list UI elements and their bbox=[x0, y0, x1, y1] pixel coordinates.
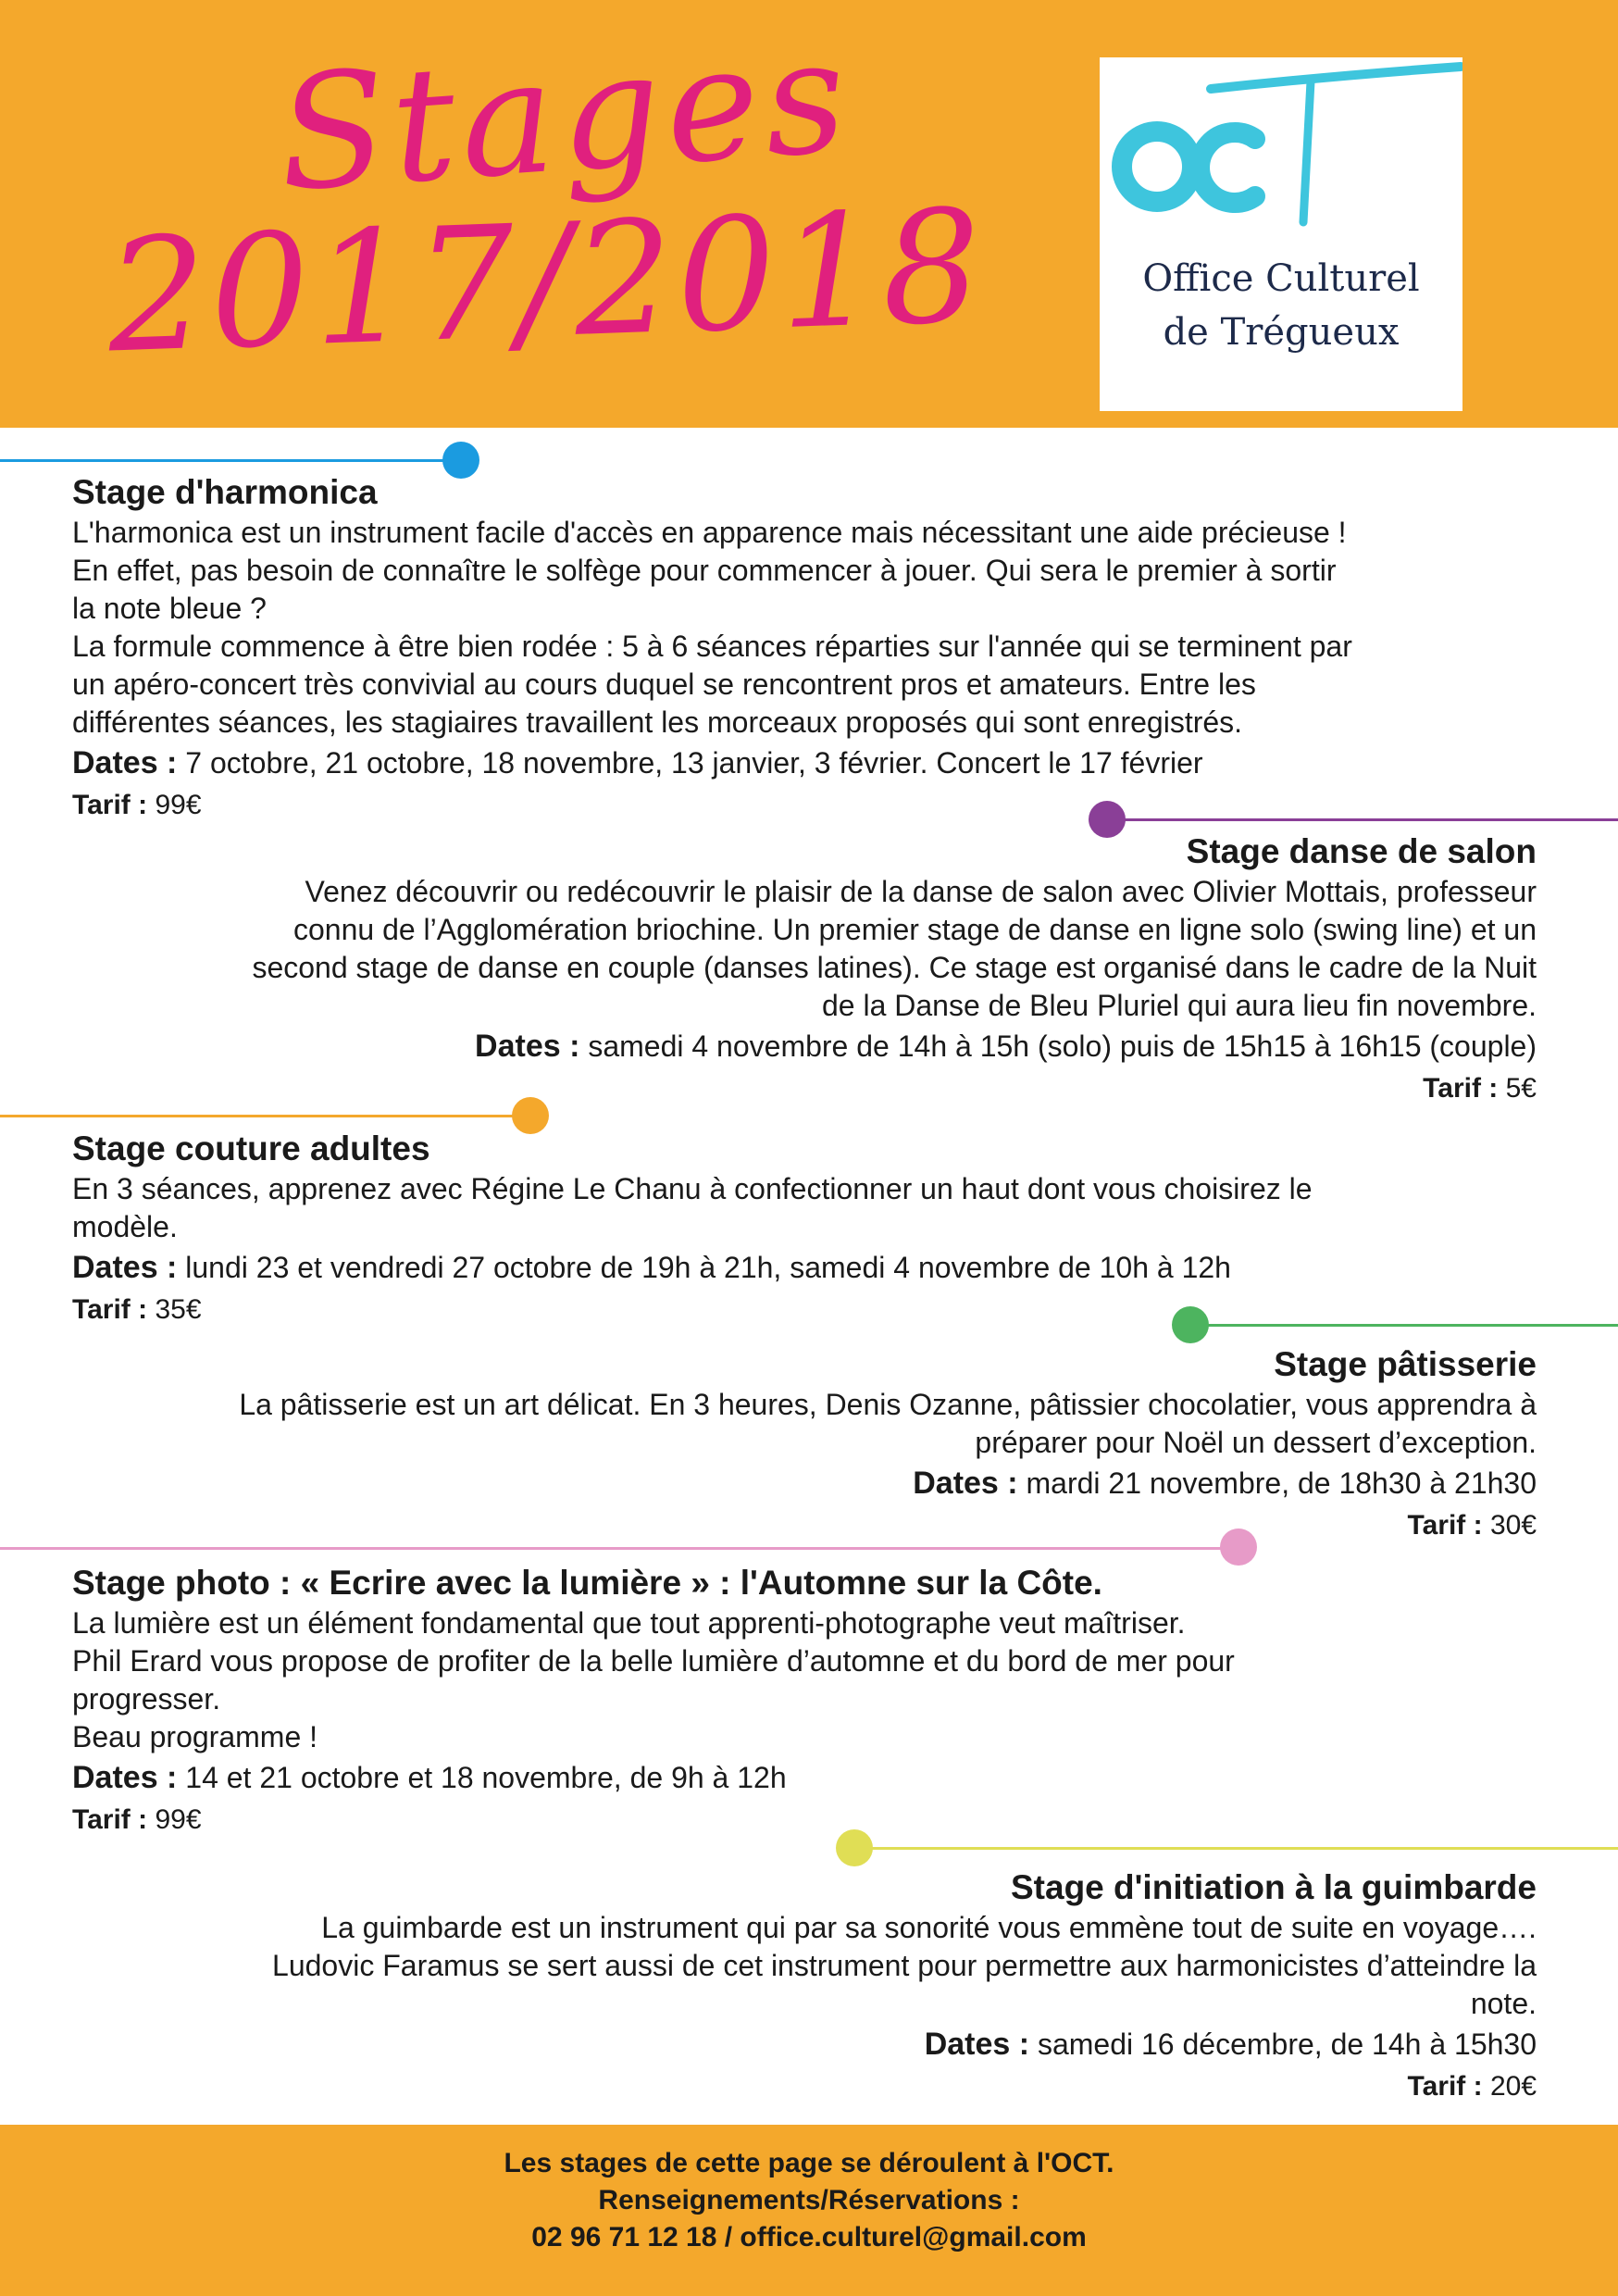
dates-label: Dates : bbox=[913, 1466, 1018, 1501]
section-text-line: connu de l’Agglomération briochine. Un premier stage de danse en ligne solo (swing line) et un bbox=[292, 913, 1537, 946]
header-banner bbox=[0, 0, 1618, 428]
section-harmonica bbox=[72, 471, 1537, 827]
dates-row bbox=[72, 1756, 1537, 1799]
tarif-value: 99€ bbox=[147, 1804, 202, 1835]
dates-label: Dates : bbox=[72, 745, 178, 780]
tarif-row bbox=[72, 1799, 1537, 1841]
tarif-label: Tarif : bbox=[72, 790, 148, 820]
dates-value: mardi 21 novembre, de 18h30 à 21h30 bbox=[1017, 1466, 1537, 1500]
dates-row bbox=[72, 1025, 1537, 1067]
section-text-line: La formule commence à être bien rodée : 5 à 6 séances réparties sur l'année qui se terminent par bbox=[72, 630, 1352, 663]
dates-value: 7 octobre, 21 octobre, 18 novembre, 13 janvier, 3 février. Concert le 17 février bbox=[177, 746, 1203, 780]
tarif-row bbox=[72, 1504, 1537, 1547]
tarif-value: 99€ bbox=[147, 790, 202, 820]
tarif-label: Tarif : bbox=[1423, 1073, 1499, 1104]
dates-row bbox=[72, 742, 1537, 784]
oct-logo bbox=[1100, 57, 1462, 411]
dates-value: samedi 16 décembre, de 14h à 15h30 bbox=[1029, 2028, 1537, 2061]
section-text-line: La pâtisserie est un art délicat. En 3 heures, Denis Ozanne, pâtissier chocolatier, vous apprendra à bbox=[239, 1388, 1537, 1421]
footer-info-label: Renseignements/Réservations : bbox=[598, 2185, 1020, 2215]
section-text-line: de la Danse de Bleu Pluriel qui aura lieu fin novembre. bbox=[821, 989, 1537, 1022]
section-text-line: Phil Erard vous propose de profiter de la belle lumière d’automne et du bord de mer pour bbox=[72, 1644, 1235, 1678]
section-title: Stage pâtisserie bbox=[1274, 1345, 1537, 1383]
oct-logo-mark bbox=[1100, 57, 1462, 411]
dates-row bbox=[72, 2023, 1537, 2065]
section-danse-de-salon bbox=[72, 830, 1537, 1110]
section-text-line: Ludovic Faramus se sert aussi de cet instrument pour permettre aux harmonicistes d’atteindre la bbox=[272, 1949, 1537, 1982]
tarif-row bbox=[72, 1067, 1537, 1110]
dates-row bbox=[72, 1246, 1537, 1289]
dates-value: 14 et 21 octobre et 18 novembre, de 9h à 12h bbox=[177, 1761, 787, 1794]
dates-label: Dates : bbox=[72, 1250, 178, 1285]
section-text-line: progresser. bbox=[72, 1682, 221, 1716]
divider-guimbarde bbox=[870, 1847, 1618, 1850]
tarif-value: 35€ bbox=[147, 1294, 202, 1325]
section-title: Stage photo : « Ecrire avec la lumière » : l'Automne sur la Côte. bbox=[72, 1564, 1102, 1602]
section-text-line: note. bbox=[1470, 1987, 1537, 2020]
logo-line-1: Office Culturel bbox=[1142, 257, 1420, 300]
section-text-line: second stage de danse en couple (danses latines). Ce stage est organisé dans le cadre de la Nuit bbox=[252, 951, 1537, 984]
footer-contact: 02 96 71 12 18 / office.culturel@gmail.com bbox=[531, 2222, 1087, 2252]
section-text-line: Beau programme ! bbox=[72, 1720, 318, 1753]
footer-banner bbox=[0, 2125, 1618, 2296]
section-title: Stage d'harmonica bbox=[72, 473, 378, 511]
tarif-row bbox=[72, 2065, 1537, 2108]
tarif-label: Tarif : bbox=[72, 1804, 148, 1835]
title-line-2: 2017/2018 bbox=[105, 175, 988, 388]
tarif-value: 20€ bbox=[1482, 2071, 1537, 2102]
section-guimbarde bbox=[72, 1866, 1537, 2108]
section-text-line: préparer pour Noël un dessert d’exception. bbox=[975, 1426, 1537, 1459]
section-text-line: différentes séances, les stagiaires travaillent les morceaux proposés qui sont enregistrés. bbox=[72, 705, 1243, 739]
divider-harmonica bbox=[0, 459, 444, 462]
dates-label: Dates : bbox=[924, 2027, 1030, 2062]
section-text-line: modèle. bbox=[72, 1210, 178, 1243]
section-text-line: Venez découvrir ou redécouvrir le plaisir de la danse de salon avec Olivier Mottais, professeur bbox=[305, 875, 1537, 908]
dates-value: lundi 23 et vendredi 27 octobre de 19h à 21h, samedi 4 novembre de 10h à 12h bbox=[177, 1251, 1231, 1284]
section-couture bbox=[72, 1128, 1537, 1331]
page-title bbox=[0, 4, 1092, 388]
dates-row bbox=[72, 1462, 1537, 1504]
dates-value: samedi 4 novembre de 14h à 15h (solo) puis de 15h15 à 16h15 (couple) bbox=[579, 1029, 1537, 1063]
section-text-line: L'harmonica est un instrument facile d'accès en apparence mais nécessitant une aide précieuse ! bbox=[72, 516, 1347, 549]
section-patisserie bbox=[72, 1343, 1537, 1547]
divider-photo bbox=[0, 1547, 1222, 1550]
tarif-row bbox=[72, 784, 1537, 827]
dates-label: Dates : bbox=[72, 1760, 178, 1795]
title-line-1: Stages bbox=[272, 4, 857, 228]
section-text-line: En 3 séances, apprenez avec Régine Le Chanu à confectionner un haut dont vous choisirez le bbox=[72, 1172, 1313, 1205]
section-photo bbox=[72, 1562, 1537, 1841]
divider-couture bbox=[0, 1115, 515, 1117]
section-text-line: un apéro-concert très convivial au cours duquel se rencontrent pros et amateurs. Entre les bbox=[72, 668, 1256, 701]
footer-location: Les stages de cette page se déroulent à l'OCT. bbox=[504, 2148, 1114, 2178]
dates-label: Dates : bbox=[475, 1029, 580, 1064]
section-text-line: La guimbarde est un instrument qui par sa sonorité vous emmène tout de suite en voyage…. bbox=[321, 1911, 1537, 1944]
tarif-label: Tarif : bbox=[1407, 1510, 1483, 1541]
section-text-line: La lumière est un élément fondamental que tout apprenti-photographe veut maîtriser. bbox=[72, 1606, 1186, 1640]
section-title: Stage couture adultes bbox=[72, 1129, 430, 1167]
section-text-line: En effet, pas besoin de connaître le solfège pour commencer à jouer. Qui sera le premier à sortir bbox=[72, 554, 1337, 587]
tarif-value: 30€ bbox=[1482, 1510, 1537, 1541]
section-text-line: la note bleue ? bbox=[72, 592, 267, 625]
section-title: Stage d'initiation à la guimbarde bbox=[1011, 1868, 1537, 1906]
tarif-value: 5€ bbox=[1498, 1073, 1537, 1104]
section-title: Stage danse de salon bbox=[1186, 832, 1537, 870]
tarif-row bbox=[72, 1289, 1537, 1331]
tarif-label: Tarif : bbox=[1407, 2071, 1483, 2102]
logo-line-2: de Trégueux bbox=[1163, 311, 1400, 354]
tarif-label: Tarif : bbox=[72, 1294, 148, 1325]
